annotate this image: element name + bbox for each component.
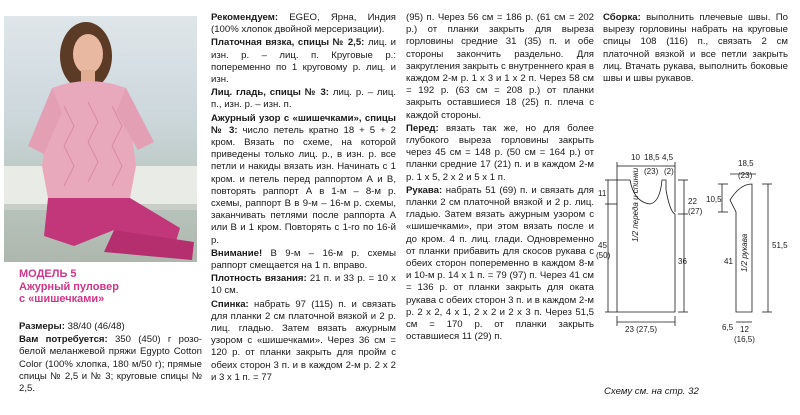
dim-right-upper: 22 — [688, 197, 697, 206]
dim-bottom: 23 (27,5) — [625, 325, 658, 334]
sleeves-value: набрать 51 (69) п. и связать для планки 2 см платочной вязкой и 2 р. лиц. гладью. Затем вязать ажурным узором с «шишечками», при этом вязать после и до кром. 4 п. лиц. глади. Одновременно от планки прибавить для скосов рукава с обеих сторон попеременно в каждом 8-м и 10-м р. 14 х 1 п. = 79 (97) п. Через 41 см = 136 р. от планки закрыть для оката рукава с обеих сторон 3 п. и в каждом 2-м р. 2 х 2, 4 х 1, 2 х 2 и 2 х 3 п. Через 51,5 см = 170 р. от планки закрыть оставшиеся 11 (29) п. — [406, 184, 594, 343]
text-column-2 — [406, 12, 594, 344]
model-title-line1: Ажурный пуловер — [19, 280, 119, 293]
model-photo — [4, 16, 197, 262]
specs-block — [19, 321, 202, 396]
back-continued: (95) п. Через 56 см = 186 р. (61 см = 202 р.) от планки закрыть для выреза горловины средние 31 (35) п. и обе стороны закончить раздельно. Для закругления закрыть с внутреннего края в каждом 2-м р. 1 х 3 и 1 х 2 п. Через 58 см = 192 р. (63 см = 208 р.) от планки закрыть оставшиеся 18 (25) п. плеча с каждой стороны. — [406, 12, 594, 121]
plain-value: лиц. и изн. р. – лиц. п. Круговые р.: попеременно по 1 круговому р. лиц. и изн. — [211, 37, 397, 86]
body-label: 1/2 переда и спинки — [631, 167, 640, 242]
recommend-value: EGEO, Ярна, Индия (100% хлопок двойной мерсеризации). — [211, 12, 396, 36]
dim-left-top: 11 — [598, 189, 607, 198]
dim-left-mid2: (50) — [596, 251, 611, 260]
assembly-value: выполнить плечевые швы. По вырезу горловины набрать на круговые спицы 108 (116) п., связать 2 см платочной вязкой и все петли закрыть лиц. Втачать рукава, выполнить боковые швы и швы рукавов. — [603, 12, 788, 85]
text-column-3 — [603, 12, 788, 86]
diagram-caption: Схему см. на стр. 32 — [604, 386, 699, 397]
dim-top-5: (2) — [664, 167, 674, 176]
dim-sleeve-bottom: 12 — [740, 325, 749, 334]
assembly-label: Сборка: — [603, 12, 641, 23]
sleeves-label: Рукава: — [406, 184, 443, 196]
back-label: Спинка: — [211, 298, 249, 310]
front-value: вязать так же, но для более глубокого выреза горловины закрыть через 45 см = 148 р. (50 см = 164 р.) от планки средние 17 (21) п. и в каждом 2-м р. 1 х 5, 2 х 2 и 5 х 1 п. — [406, 122, 594, 183]
dim-left-mid: 45 — [598, 241, 607, 250]
lace-label: Ажурный узор с «шишечками», спицы № 3: — [211, 112, 396, 136]
dim-right-upper2: (27) — [688, 207, 703, 216]
back-value: набрать 97 (115) п. и связать для планки 2 см платочной вязкой и 2 р. лиц. гладью. Затем вязать ажурным узором с «шишечками». Через 36 см = 120 р. от планки закрыть для пройм с обеих сторон 3 п. и в каждом 2-м р. 2 х 2 и 3 х 1 п. = 77 — [211, 298, 396, 383]
dim-right-lower: 36 — [678, 257, 687, 266]
model-title-line2: с «шишечками» — [19, 293, 105, 305]
stockinette-label: Лиц. гладь, спицы № 3: — [211, 87, 329, 99]
model-number: МОДЕЛЬ 5 — [19, 268, 77, 280]
lace-value: число петель кратно 18 + 5 + 2 кром. Вязать по схеме, на которой приведены только лиц. р., в изн. р. все петли и накиды вязать изн. Начинать с 1 кром. и петель перед раппортом А и В, повторять раппорт А в 1-м – 8-м р. схемы, раппорт В в 9-м – 16-м р. схемы, заканчивать петлями после раппорта А или В и 1 кром. Повторять с 1-го по 16-й р. — [211, 124, 396, 246]
attention-value: В 9-м – 16-м р. схемы раппорт смещается на 1 п. вправо. — [211, 247, 396, 272]
sizes-label: Размеры: — [19, 321, 65, 332]
sleeve-label: 1/2 рукава — [740, 233, 749, 272]
dim-top-1: 10 — [631, 153, 640, 162]
dim-top-2: 18,5 — [644, 153, 660, 162]
pattern-diagram — [596, 152, 795, 392]
dim-sleeve-left: 10,5 — [706, 195, 722, 204]
dim-sleeve-bottom2: (16,5) — [734, 335, 755, 344]
recommend-label: Рекомендуем: — [211, 12, 279, 23]
needed-label: Вам потребуется: — [19, 334, 108, 346]
dim-sleeve-right: 51,5 — [772, 241, 788, 250]
model-title — [19, 268, 199, 306]
dim-sleeve-mid: 41 — [724, 257, 733, 266]
dim-sleeve-top2: (23) — [738, 171, 753, 180]
plain-label: Платочная вязка, спицы № 2,5: — [211, 37, 365, 49]
gauge-value: 21 п. и 33 р. = 10 х 10 см. — [211, 273, 396, 297]
dim-sleeve-side: 6,5 — [722, 323, 734, 332]
dim-sleeve-top: 18,5 — [738, 159, 754, 168]
gauge-label: Плотность вязания: — [211, 273, 307, 285]
needed-value: 350 (450) г розо-белой меланжевой пряжи Egypto Cotton Color (100% хлопка, 180 м/50 г); прямые спицы № 2,5 и № 3; круговые спицы № 2,5. — [19, 334, 202, 395]
sizes-value: 38/40 (46/48) — [64, 321, 125, 332]
stockinette-value: лиц. р. – лиц. п., изн. р. – изн. п. — [211, 87, 396, 111]
dim-top-3: 4,5 — [662, 153, 674, 162]
text-column-1 — [211, 12, 396, 385]
attention-label: Внимание! — [211, 247, 263, 259]
dim-top-4: (23) — [644, 167, 659, 176]
front-label: Перед: — [406, 122, 439, 134]
